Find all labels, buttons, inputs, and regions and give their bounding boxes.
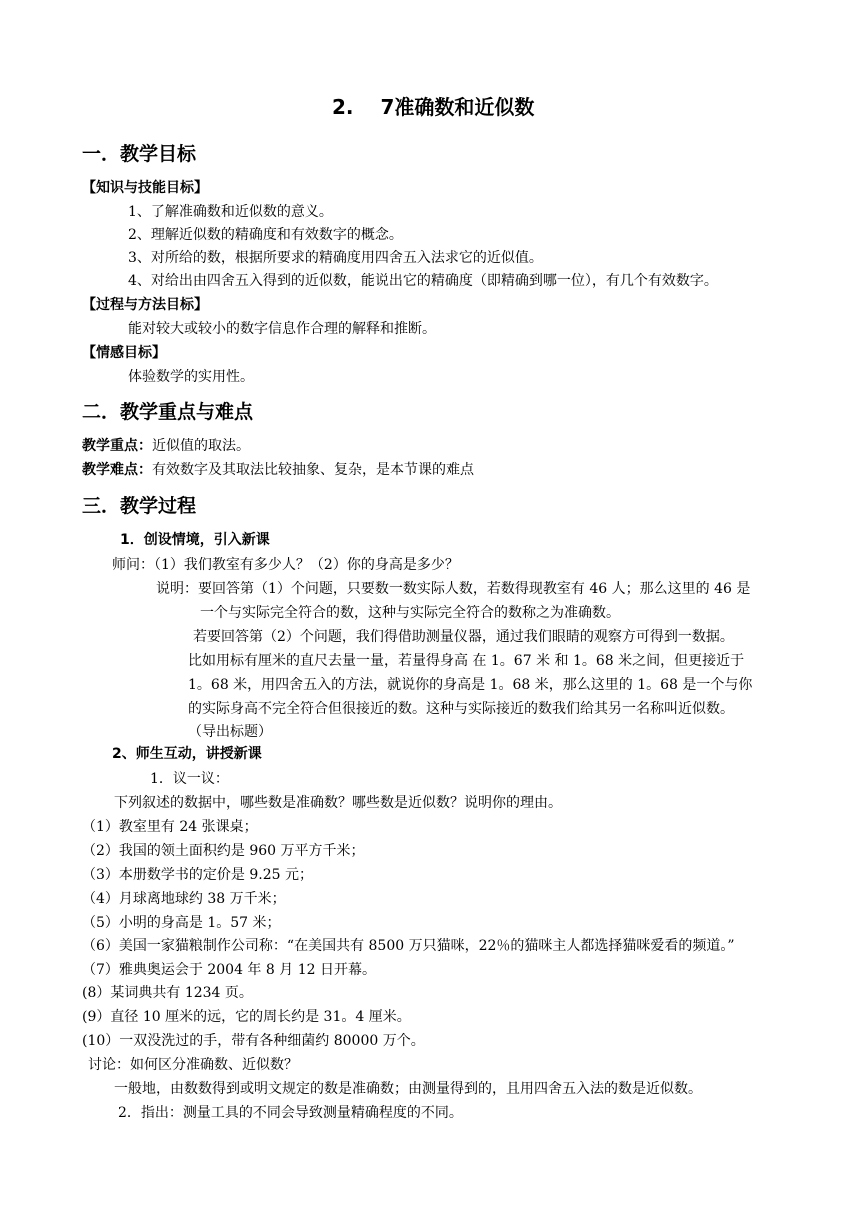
discuss-intro: 下列叙述的数据中，哪些数是准确数？哪些数是近似数？说明你的理由。: [114, 795, 562, 811]
key-point-text: 近似值的取法。: [152, 438, 250, 454]
difficult-point-line: [82, 461, 474, 479]
explanation-line: 的实际身高不完全符合但很接近的数。这种与实际接近的数我们给其另一名称叫近似数。: [188, 701, 734, 717]
part2-heading: 2、师生互动，讲授新课: [112, 746, 262, 762]
list-item: （3）本册数学书的定价是 9.25 元；: [82, 867, 313, 883]
discussion-question: 讨论：如何区分准确数、近似数？: [88, 1057, 298, 1073]
knowledge-goal-item: 1、了解准确数和近似数的意义。: [128, 204, 333, 220]
list-item: （7）雅典奥运会于 2004 年 8 月 12 日开幕。: [82, 962, 376, 978]
explanation-line: 若要回答第（2）个问题，我们得借助测量仪器，通过我们眼睛的观察方可得到一数据。: [193, 629, 734, 645]
list-item: （2）我国的领土面积约是 960 万平方千米；: [82, 843, 365, 859]
difficult-point-text: 有效数字及其取法比较抽象、复杂，是本节课的难点: [152, 462, 474, 478]
explanation-line: 说明：要回答第（1）个问题，只要数一数实际人数，若数得现教室有 46 人；那么这里的 46 是: [156, 581, 751, 597]
section-heading-key-points: 二．教学重点与难点: [82, 401, 254, 423]
list-item: (10）一双没洗过的手，带有各种细菌约 80000 万个。: [82, 1033, 425, 1049]
explanation-line: （导出标题）: [188, 724, 272, 740]
emotion-goal-text: 体验数学的实用性。: [128, 369, 254, 385]
key-point-label: 教学重点：: [82, 438, 152, 454]
list-item: （1）教室里有 24 张课桌；: [82, 819, 258, 835]
knowledge-goal-item: 4、对给出由四舍五入得到的近似数，能说出它的精确度（即精确到哪一位），有几个有效数字。: [128, 273, 718, 289]
process-goal-label: 【过程与方法目标】: [82, 297, 208, 313]
explanation-line: 一个与实际完全符合的数，这种与实际完全符合的数称之为准确数。: [200, 605, 620, 621]
teacher-question: 师问：（1）我们教室有多少人？（2）你的身高是多少？: [112, 557, 459, 573]
conclusion-text: 一般地，由数数得到或明文规定的数是准确数；由测量得到的，且用四舍五入法的数是近似数。: [114, 1081, 702, 1097]
discuss-title: 1．议一议：: [150, 771, 229, 787]
key-point-line: [82, 437, 250, 455]
process-goal-text: 能对较大或较小的数字信息作合理的解释和推断。: [128, 321, 436, 337]
list-item: (8）某词典共有 1234 页。: [82, 985, 253, 1001]
difficult-point-label: 教学难点：: [82, 462, 152, 478]
list-item: （5）小明的身高是 1。57 米；: [82, 915, 281, 931]
explanation-line: 1。68 米，用四舍五入的方法，就说你的身高是 1。68 米，那么这里的 1。68 是一个与你: [188, 677, 753, 693]
knowledge-goal-label: 【知识与技能目标】: [82, 180, 208, 196]
knowledge-goal-item: 3、对所给的数，根据所要求的精确度用四舍五入法求它的近似值。: [128, 250, 543, 266]
part1-heading: 1．创设情境，引入新课: [120, 532, 270, 548]
section-heading-objectives: 一．教学目标: [82, 143, 197, 165]
list-item: （6）美国一家猫粮制作公司称：“在美国共有 8500 万只猫咪，22％的猫咪主人都选择猫咪爱看的频道。”: [82, 938, 735, 954]
emotion-goal-label: 【情感目标】: [82, 345, 166, 361]
knowledge-goal-item: 2、理解近似数的精确度和有效数字的概念。: [128, 227, 403, 243]
section-heading-process: 三．教学过程: [82, 495, 197, 517]
explanation-line: 比如用标有厘米的直尺去量一量，若量得身高 在 1。67 米 和 1。68 米之间，但更接近于: [188, 653, 745, 669]
document-title: 2. 7准确数和近似数: [332, 95, 535, 119]
list-item: （4）月球离地球约 38 万千米；: [82, 891, 286, 907]
list-item: (9）直径 10 厘米的远，它的周长约是 31。4 厘米。: [82, 1009, 411, 1025]
point-two-text: 2．指出：测量工具的不同会导致测量精确程度的不同。: [118, 1105, 463, 1121]
